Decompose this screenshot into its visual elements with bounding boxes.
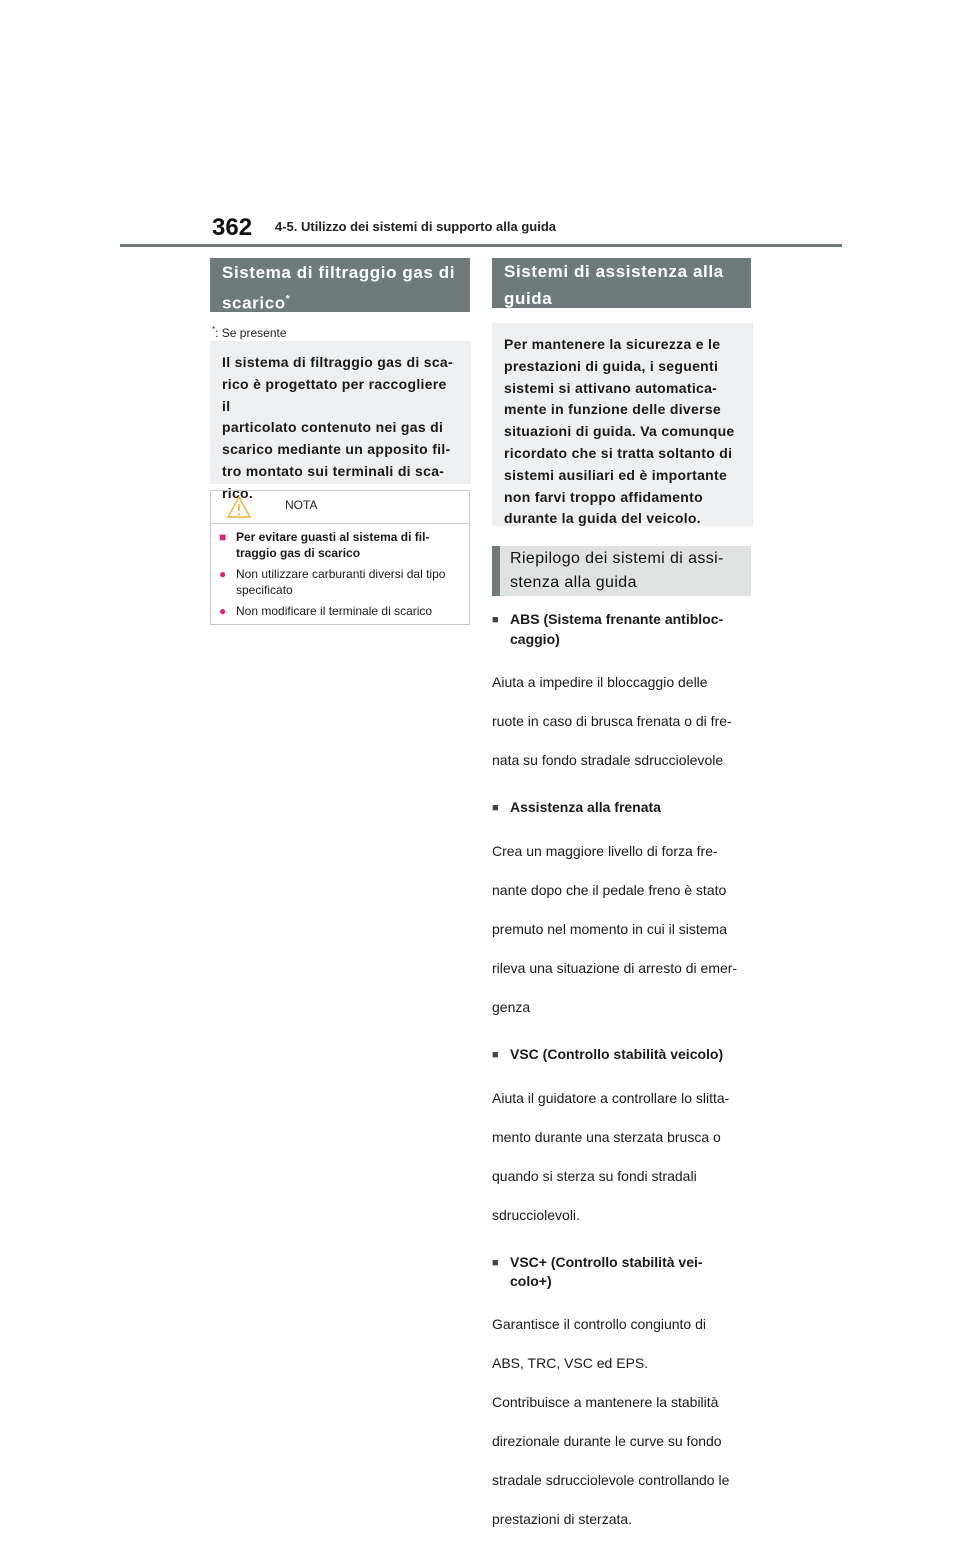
left-title-line — [222, 286, 458, 317]
body-line: ABS, TRC, VSC ed EPS. — [492, 1355, 649, 1371]
footnote-text: : Se presente — [215, 326, 287, 340]
right-title-line: Sistemi di assistenza alla — [504, 262, 724, 281]
item-heading-text — [510, 1253, 703, 1292]
body-line: premuto nel momento in cui il sistema — [492, 920, 727, 937]
square-bullet-icon: ■ — [492, 614, 499, 626]
summary-subtitle — [492, 546, 751, 596]
nota-heading-line: traggio gas di scarico — [236, 545, 361, 560]
body-line: prestazioni di sterzata. — [492, 1511, 633, 1527]
body-line: nata su fondo stradale sdrucciolevole — [492, 751, 724, 768]
intro-line: sistemi si attivano automatica- — [504, 379, 718, 396]
nota-item — [219, 567, 461, 598]
intro-line: non farvi troppo affidamento — [504, 488, 703, 505]
body-line: sdrucciolevoli. — [492, 1206, 580, 1223]
body-line: genza — [492, 998, 531, 1015]
nota-item-line: Non modificare il terminale di scarico — [236, 604, 433, 618]
body-line: rileva una situazione di arresto di emer- — [492, 959, 738, 976]
item-body — [492, 1069, 754, 1245]
left-intro-box — [210, 341, 471, 501]
intro-line: rico è progettato per raccogliere il — [222, 375, 447, 414]
square-bullet-icon: ■ — [219, 530, 227, 544]
item-heading-text — [510, 610, 723, 649]
right-section-title — [492, 258, 751, 308]
intro-line: ricordato che si tratta soltanto di — [504, 444, 733, 461]
intro-line: durante la guida del veicolo. — [504, 510, 701, 527]
left-title-line: Sistema di filtraggio gas di — [222, 263, 456, 282]
square-bullet-icon: ■ — [492, 1256, 499, 1269]
nota-heading-text — [236, 530, 429, 561]
intro-line: particolato contenuto nei gas di — [222, 419, 444, 436]
item-heading-text — [510, 798, 661, 819]
body-line: quando si sterza su fondi stradali — [492, 1167, 697, 1184]
body-line: ruote in caso di brusca frenata o di fre- — [492, 712, 732, 729]
section-header: 4-5. Utilizzo dei sistemi di supporto alla guida — [275, 219, 556, 234]
circle-bullet-icon: ● — [219, 604, 227, 618]
body-line: Garantisce il controllo congiunto di — [492, 1316, 707, 1332]
systems-list — [492, 604, 754, 1557]
left-title-text: scarico — [222, 293, 286, 313]
page-number: 362 — [212, 214, 253, 241]
item-heading — [492, 798, 754, 819]
warning-triangle-icon — [227, 496, 251, 523]
intro-line: prestazioni di guida, i seguenti — [504, 357, 719, 374]
item-heading-line: VSC+ (Controllo stabilità vei- — [510, 1253, 703, 1270]
right-title-line: guida — [504, 289, 553, 308]
item-heading-line: caggio) — [510, 630, 560, 647]
item-heading-line: ABS (Sistema frenante antibloc- — [510, 611, 724, 627]
list-item-abs — [492, 610, 754, 790]
body-line: stradale sdrucciolevole controllando le — [492, 1472, 730, 1488]
nota-item — [219, 604, 461, 620]
footnote — [212, 325, 287, 340]
nota-item-text — [236, 567, 445, 598]
item-heading — [492, 1045, 754, 1066]
item-heading-line: Assistenza alla frenata — [510, 798, 661, 815]
subtitle-line: stenza alla guida — [510, 574, 637, 591]
nota-heading — [219, 530, 461, 561]
list-item-vsc — [492, 1045, 754, 1245]
intro-line: tro montato sui terminali di sca- — [222, 462, 445, 479]
subtitle-line: Riepilogo dei sistemi di assi- — [510, 550, 724, 567]
nota-item-line: specificato — [236, 582, 293, 597]
list-item-brake-assist — [492, 798, 754, 1037]
nota-body — [211, 524, 469, 620]
item-heading — [492, 1253, 754, 1292]
body-line: Aiuta il guidatore a controllare lo slitta- — [492, 1089, 730, 1106]
item-heading — [492, 610, 754, 649]
square-bullet-icon: ■ — [492, 801, 499, 814]
nota-heading-line: Per evitare guasti al sistema di fil- — [236, 530, 430, 544]
item-heading-line: colo+) — [510, 1273, 552, 1289]
intro-line: rico. — [222, 484, 254, 501]
intro-line: Il sistema di filtraggio gas di sca- — [222, 354, 453, 370]
item-heading-line: VSC (Controllo stabilità veicolo) — [510, 1045, 724, 1062]
body-line: direzionale durante le curve su fondo — [492, 1433, 722, 1449]
item-body — [492, 1296, 754, 1550]
square-bullet-icon: ■ — [492, 1048, 499, 1061]
item-body — [492, 822, 754, 1037]
circle-bullet-icon: ● — [219, 567, 227, 581]
intro-line: Per mantenere la sicurezza e le — [504, 336, 721, 352]
body-line: Crea un maggiore livello di forza fre- — [492, 842, 718, 859]
nota-item-line: Non utilizzare carburanti diversi dal tipo — [236, 567, 446, 581]
body-line: nante dopo che il pedale freno è stato — [492, 881, 727, 898]
nota-label: NOTA — [285, 498, 318, 512]
list-item-vsc-plus — [492, 1253, 754, 1550]
nota-item-text — [236, 604, 432, 620]
body-line: Aiuta a impedire il bloccaggio delle — [492, 673, 708, 690]
body-line: Contribuisce a mantenere la stabilità — [492, 1394, 719, 1410]
nota-header — [211, 491, 469, 524]
footnote-mark: * — [212, 325, 216, 334]
nota-box — [210, 490, 470, 625]
intro-line: scarico mediante un apposito fil- — [222, 441, 451, 458]
body-line: mento durante una sterzata brusca o — [492, 1128, 721, 1145]
intro-line: sistemi ausiliari ed è importante — [504, 466, 728, 483]
intro-line: mente in funzione delle diverse — [504, 401, 722, 418]
left-section-title — [210, 258, 470, 312]
item-heading-text — [510, 1045, 723, 1066]
item-body — [492, 653, 754, 790]
right-intro-box — [492, 323, 753, 526]
header-divider — [120, 244, 842, 247]
intro-line: situazioni di guida. Va comunque — [504, 423, 735, 440]
asterisk-mark: * — [285, 294, 291, 305]
